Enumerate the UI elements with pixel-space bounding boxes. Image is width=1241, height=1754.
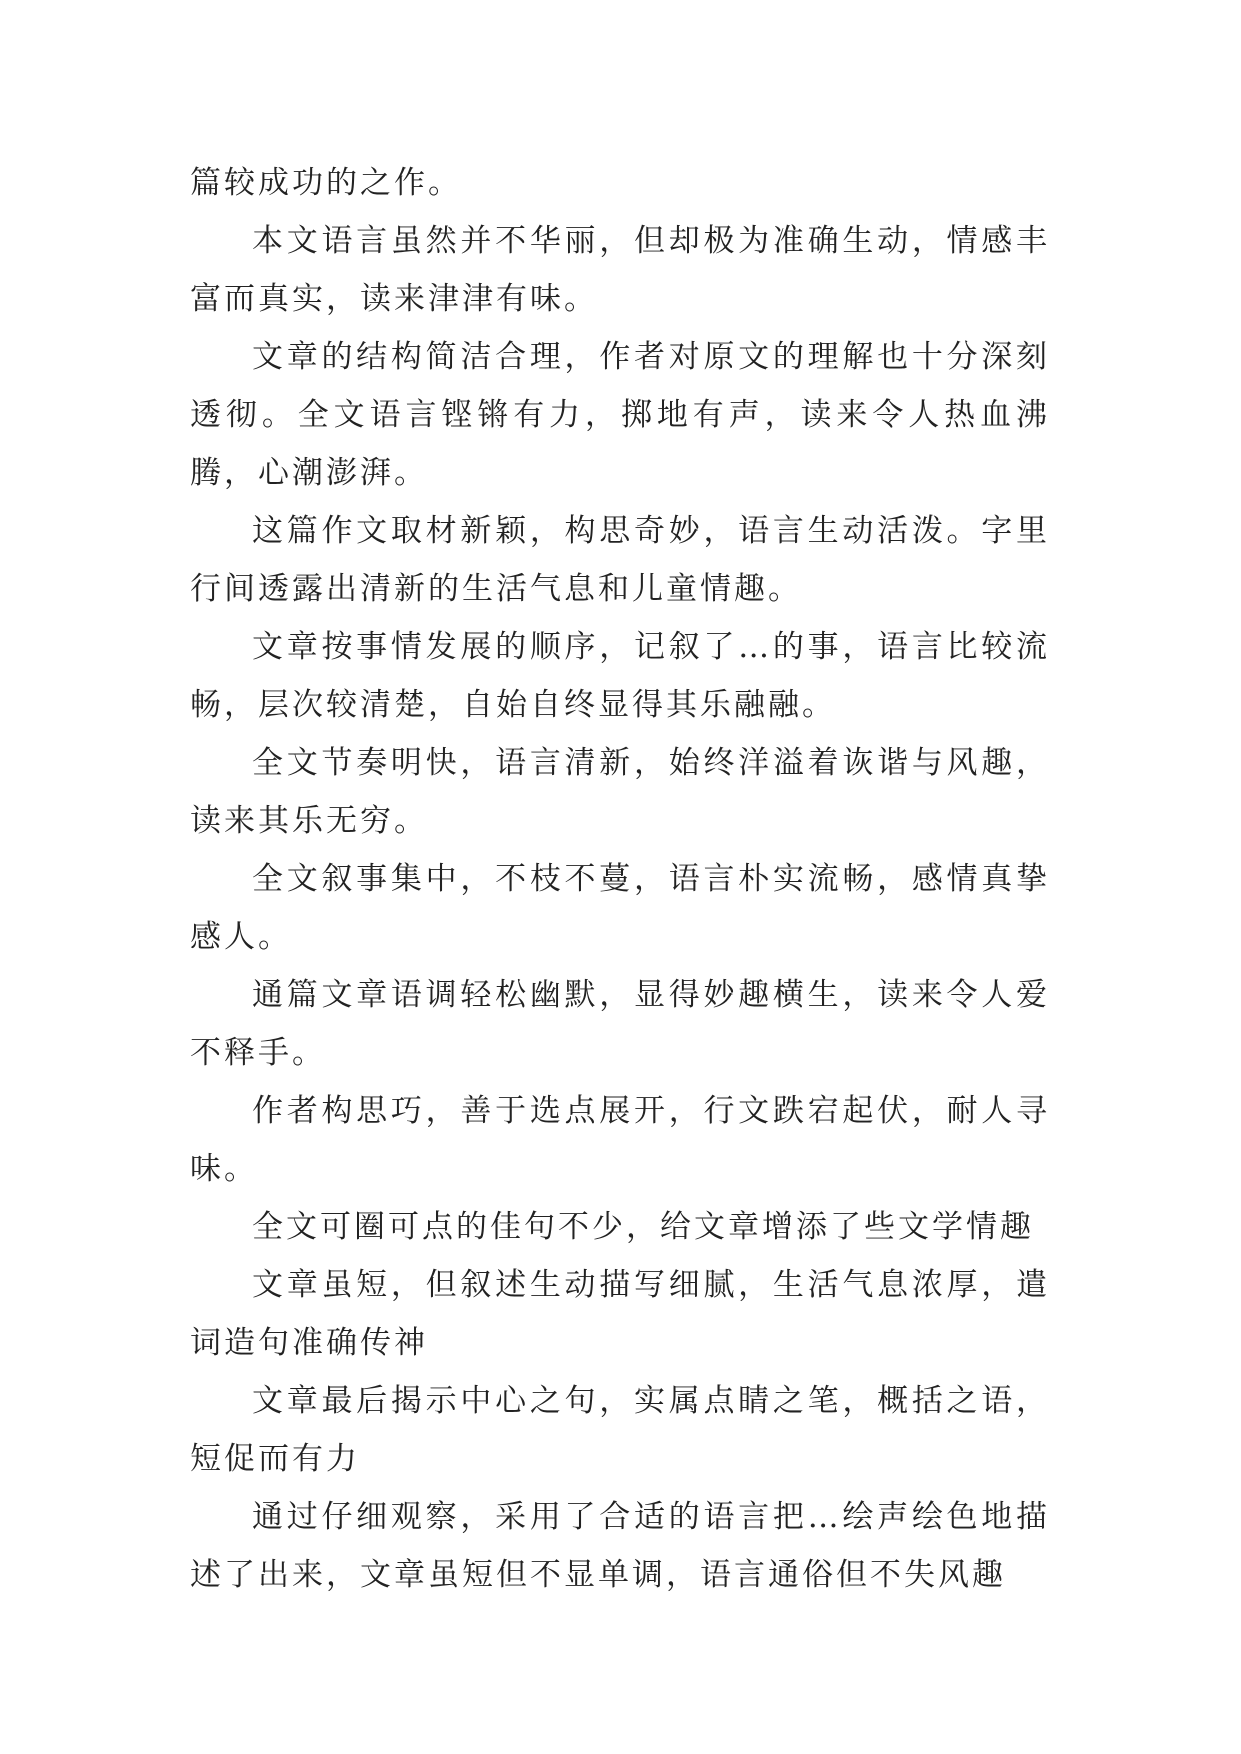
paragraph: 本文语言虽然并不华丽，但却极为准确生动，情感丰富而真实，读来津津有味。	[190, 223, 1050, 317]
paragraph: 通过仔细观察，采用了合适的语言把…绘声绘色地描述了出来，文章虽短但不显单调，语言通俗但不失风趣	[190, 1499, 1050, 1593]
paragraph: 通篇文章语调轻松幽默，显得妙趣横生，读来令人爱不释手。	[190, 977, 1050, 1071]
paragraph: 全文节奏明快，语言清新，始终洋溢着诙谐与风趣，读来其乐无穷。	[190, 745, 1050, 839]
paragraph: 篇较成功的之作。	[190, 165, 462, 201]
paragraph: 全文可圈可点的佳句不少，给文章增添了些文学情趣	[252, 1209, 1034, 1245]
paragraph: 文章最后揭示中心之句，实属点睛之笔，概括之语，短促而有力	[190, 1383, 1050, 1477]
paragraph: 作者构思巧，善于选点展开，行文跌宕起伏，耐人寻味。	[190, 1093, 1050, 1187]
paragraph: 文章虽短，但叙述生动描写细腻，生活气息浓厚，遣词造句准确传神	[190, 1267, 1050, 1361]
paragraph: 这篇作文取材新颖，构思奇妙，语言生动活泼。字里行间透露出清新的生活气息和儿童情趣。	[190, 513, 1050, 607]
paragraph: 文章的结构简洁合理，作者对原文的理解也十分深刻透彻。全文语言铿锵有力，掷地有声，读来令人热血沸腾，心潮澎湃。	[190, 339, 1050, 491]
paragraph: 文章按事情发展的顺序，记叙了…的事，语言比较流畅，层次较清楚，自始自终显得其乐融融。	[190, 629, 1050, 723]
paragraph: 全文叙事集中，不枝不蔓，语言朴实流畅，感情真挚感人。	[190, 861, 1050, 955]
document-body	[190, 154, 1050, 1604]
